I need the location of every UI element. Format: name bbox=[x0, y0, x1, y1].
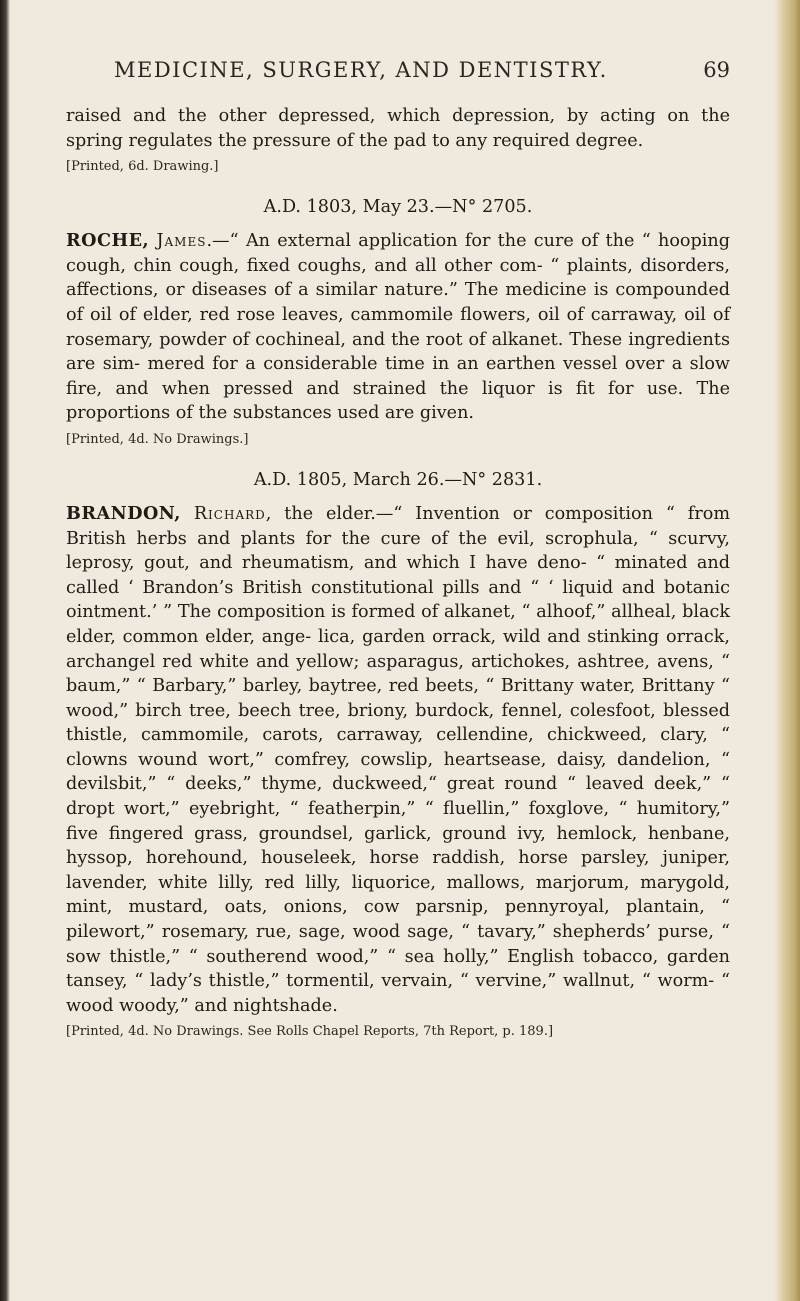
entry-body bbox=[66, 229, 730, 426]
entry-heading: A.D. 1803, May 23.—N° 2705. bbox=[263, 197, 533, 218]
page-binding-shadow bbox=[0, 0, 10, 1301]
patentee-surname: ROCHE, bbox=[66, 230, 150, 252]
patentee-given-name: Richard bbox=[193, 503, 266, 524]
entry-text: , the elder.—“ Invention or composition “ from British herbs and plants for the cure of the evil, scrophula, “ scurvy, leprosy, gout, and rheumatism, and which I have deno- “ minated and called ‘ Brandon’s British constitutional pills and “ ‘ liquid and botanic ointment.’ ” The composition is formed of alkanet, “ alhoof,” allheal, black elder, common elder, ange- lica, garden orrack, wild and stinking orrack, archangel red white and yellow; asparagus, artichokes, ashtree, avens, “ baum,” “ Barbary,” barley, baytree, red beets, “ Brittany water, Brittany “ wood,” birch tree, beech tree, briony, burdock, fennel, colesfoot, blessed thistle, cammomile, carots, carraway, cellendine, chickweed, clary, “ clowns wound wort,” comfrey, cowslip, heartsease, daisy, dandelion, “ devilsbit,” “ deeks,” thyme, duckweed,“ great round “ leaved deek,” “ dropt wort,” eyebright, “ featherpin,” “ fluellin,” foxglove, “ humitory,” five fingered grass, groundsel, garlick, ground ivy, hemlock, henbane, hyssop, horehound, houseleek, horse raddish, horse parsley, juniper, lavender, white lilly, red lilly, liquorice, mallows, marjorum, marygold, mint, mustard, oats, onions, cow parsnip, pennyroyal, plantain, “ pilewort,” rosemary, rue, sage, wood sage, “ tavary,” shepherds’ purse, “ sow thistle,” “ southerend wood,” “ sea holly,” English tobacco, garden tansey, “ lady’s thistle,” tormentil, vervain, “ vervine,” wallnut, “ worm- “ wood woody,” and nightshade. bbox=[66, 503, 730, 1016]
continuation-paragraph: raised and the other depressed, which depression, by acting on the spring regulates the pressure of the pad to any required degree. bbox=[66, 106, 730, 151]
page-content bbox=[66, 58, 730, 1042]
running-header bbox=[114, 58, 730, 82]
patentee-given-name: James bbox=[156, 231, 207, 252]
entry-heading: A.D. 1805, March 26.—N° 2831. bbox=[253, 469, 543, 490]
printed-note: [Printed, 6d. Drawing.] bbox=[66, 159, 219, 175]
running-title: MEDICINE, SURGERY, AND DENTISTRY. bbox=[114, 58, 608, 82]
printed-note: [Printed, 4d. No Drawings. See Rolls Chapel Reports, 7th Report, p. 189.] bbox=[66, 1024, 554, 1040]
entry-text: .—“ An external application for the cure of the “ hooping cough, chin cough, fixed coughs, and all other com- “ plaints, disorders, affections, or diseases of a similar nature.” The medicine is compounded of oil of elder, red rose leaves, cammomile flowers, oil of carraway, oil of rosemary, powder of cochineal, and the root of alkanet. These ingredients are sim- mered for a considerable time in an earthen vessel over a slow fire, and when pressed and strained the liquor is fit for use. The proportions of the substances used are given. bbox=[66, 231, 731, 424]
patent-entry bbox=[66, 470, 730, 1042]
patent-entry bbox=[66, 197, 730, 450]
entry-body bbox=[66, 502, 730, 1018]
printed-note: [Printed, 4d. No Drawings.] bbox=[66, 431, 249, 447]
page-number: 69 bbox=[703, 58, 730, 82]
patentee-surname: BRANDON, bbox=[66, 502, 181, 524]
page-edge-stain bbox=[774, 0, 800, 1301]
